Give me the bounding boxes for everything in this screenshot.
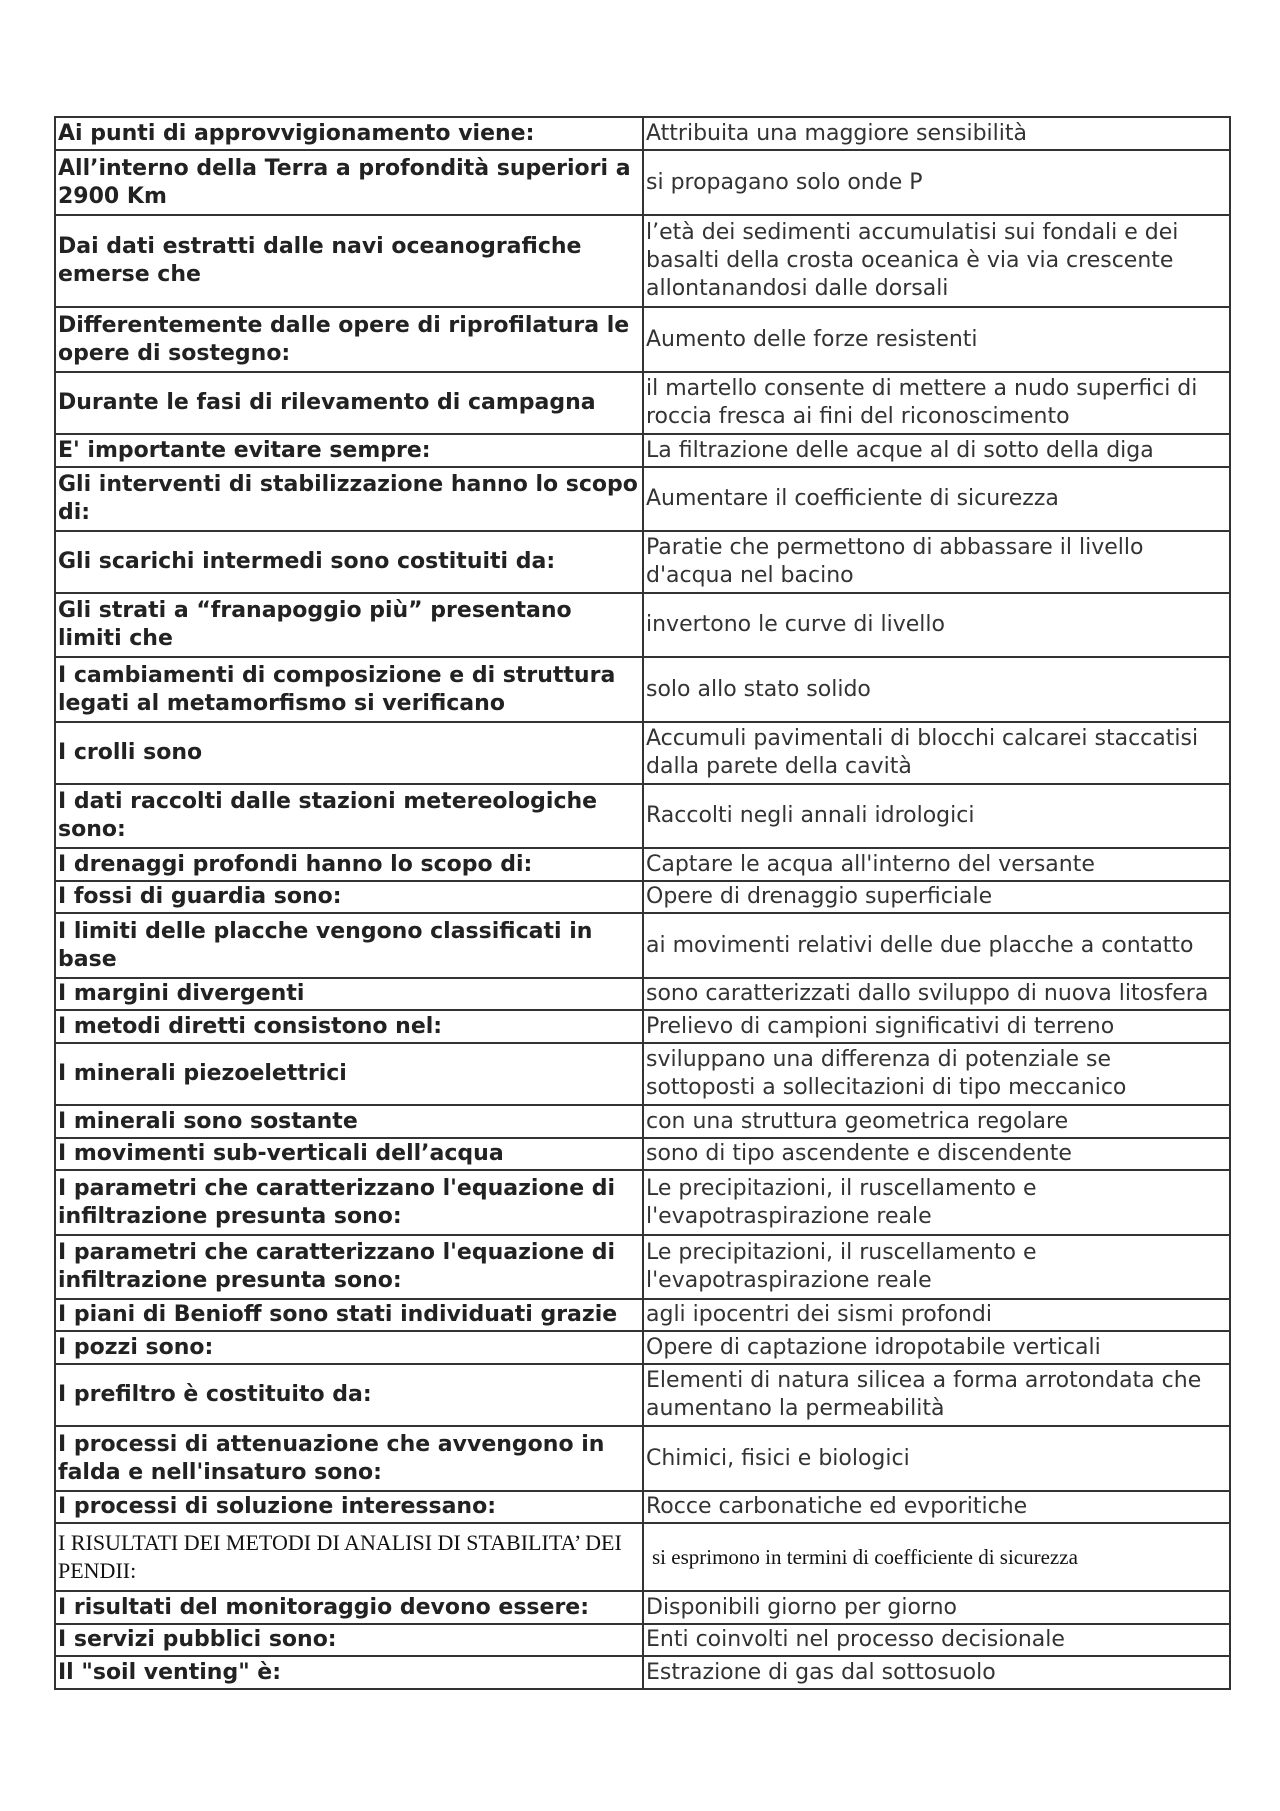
- answer-cell: sviluppano una differenza di potenziale se sottoposti a sollecitazioni di tipo meccanico: [643, 1043, 1230, 1105]
- table-row: [55, 1364, 1230, 1426]
- table-row: [55, 1170, 1230, 1235]
- question-cell: E' importante evitare sempre:: [55, 434, 643, 467]
- answer-cell: Raccolti negli annali idrologici: [643, 784, 1230, 848]
- question-cell: Gli strati a “franapoggio più” presentano limiti che: [55, 593, 643, 657]
- answer-cell: solo allo stato solido: [643, 657, 1230, 722]
- question-cell: I movimenti sub-verticali dell’acqua: [55, 1138, 643, 1170]
- question-cell: I parametri che caratterizzano l'equazione di infiltrazione presunta sono:: [55, 1170, 643, 1235]
- question-cell: I risultati del monitoraggio devono essere:: [55, 1591, 643, 1624]
- question-cell: All’interno della Terra a profondità superiori a 2900 Km: [55, 150, 643, 215]
- question-cell: I crolli sono: [55, 722, 643, 784]
- answer-cell: Aumento delle forze resistenti: [643, 307, 1230, 372]
- answer-cell: invertono le curve di livello: [643, 593, 1230, 657]
- question-cell: I RISULTATI DEI METODI DI ANALISI DI STABILITA’ DEI PENDII:: [55, 1523, 643, 1591]
- answer-cell: si propagano solo onde P: [643, 150, 1230, 215]
- question-cell: I drenaggi profondi hanno lo scopo di:: [55, 848, 643, 881]
- answer-cell: Chimici, fisici e biologici: [643, 1426, 1230, 1491]
- table-row: [55, 1010, 1230, 1043]
- table-row: [55, 117, 1230, 150]
- question-cell: I dati raccolti dalle stazioni metereologiche sono:: [55, 784, 643, 848]
- table-row: [55, 848, 1230, 881]
- question-cell: Gli interventi di stabilizzazione hanno lo scopo di:: [55, 467, 643, 531]
- table-row: [55, 1043, 1230, 1105]
- table-row: [55, 881, 1230, 913]
- question-cell: I parametri che caratterizzano l'equazione di infiltrazione presunta sono:: [55, 1235, 643, 1299]
- answer-cell: La filtrazione delle acque al di sotto della diga: [643, 434, 1230, 467]
- answer-cell: Captare le acqua all'interno del versante: [643, 848, 1230, 881]
- table-row: [55, 593, 1230, 657]
- table-row: [55, 1299, 1230, 1331]
- answer-cell: Prelievo di campioni significativi di terreno: [643, 1010, 1230, 1043]
- answer-cell: sono di tipo ascendente e discendente: [643, 1138, 1230, 1170]
- table-row: [55, 215, 1230, 307]
- question-cell: Differentemente dalle opere di riprofilatura le opere di sostegno:: [55, 307, 643, 372]
- table-row: [55, 1523, 1230, 1591]
- table-row: [55, 1138, 1230, 1170]
- answer-cell: Attribuita una maggiore sensibilità: [643, 117, 1230, 150]
- question-cell: I prefiltro è costituito da:: [55, 1364, 643, 1426]
- question-cell: I servizi pubblici sono:: [55, 1624, 643, 1656]
- table-row: [55, 150, 1230, 215]
- answer-cell: Opere di captazione idropotabile verticali: [643, 1331, 1230, 1364]
- answer-cell: si esprimono in termini di coefficiente di sicurezza: [643, 1523, 1230, 1591]
- question-cell: Gli scarichi intermedi sono costituiti da:: [55, 531, 643, 593]
- table-row: [55, 913, 1230, 978]
- table-row: [55, 978, 1230, 1010]
- answer-cell: Disponibili giorno per giorno: [643, 1591, 1230, 1624]
- answer-cell: Paratie che permettono di abbassare il livello d'acqua nel bacino: [643, 531, 1230, 593]
- table-row: [55, 1235, 1230, 1299]
- answer-cell: il martello consente di mettere a nudo superfici di roccia fresca ai fini del riconoscimento: [643, 372, 1230, 434]
- answer-cell: Estrazione di gas dal sottosuolo: [643, 1656, 1230, 1689]
- table-row: [55, 531, 1230, 593]
- table-row: [55, 1426, 1230, 1491]
- table-row: [55, 434, 1230, 467]
- question-cell: Il "soil venting" è:: [55, 1656, 643, 1689]
- question-cell: I processi di attenuazione che avvengono in falda e nell'insaturo sono:: [55, 1426, 643, 1491]
- question-cell: I piani di Benioff sono stati individuati grazie: [55, 1299, 643, 1331]
- answer-cell: Aumentare il coefficiente di sicurezza: [643, 467, 1230, 531]
- table-row: [55, 784, 1230, 848]
- table-row: [55, 1656, 1230, 1689]
- table-row: [55, 467, 1230, 531]
- answer-cell: sono caratterizzati dallo sviluppo di nuova litosfera: [643, 978, 1230, 1010]
- question-cell: I minerali piezoelettrici: [55, 1043, 643, 1105]
- table-row: [55, 372, 1230, 434]
- answer-cell: con una struttura geometrica regolare: [643, 1105, 1230, 1138]
- answer-cell: Enti coinvolti nel processo decisionale: [643, 1624, 1230, 1656]
- table-row: [55, 722, 1230, 784]
- question-cell: I pozzi sono:: [55, 1331, 643, 1364]
- answer-cell: Opere di drenaggio superficiale: [643, 881, 1230, 913]
- question-cell: I margini divergenti: [55, 978, 643, 1010]
- table-row: [55, 307, 1230, 372]
- question-cell: I minerali sono sostante: [55, 1105, 643, 1138]
- question-cell: Dai dati estratti dalle navi oceanografiche emerse che: [55, 215, 643, 307]
- question-cell: Ai punti di approvvigionamento viene:: [55, 117, 643, 150]
- question-cell: Durante le fasi di rilevamento di campagna: [55, 372, 643, 434]
- question-cell: I fossi di guardia sono:: [55, 881, 643, 913]
- answer-cell: ai movimenti relativi delle due placche a contatto: [643, 913, 1230, 978]
- qa-table: [54, 116, 1231, 1690]
- table-row: [55, 1491, 1230, 1523]
- table-row: [55, 1105, 1230, 1138]
- answer-cell: agli ipocentri dei sismi profondi: [643, 1299, 1230, 1331]
- question-cell: I processi di soluzione interessano:: [55, 1491, 643, 1523]
- answer-cell: Le precipitazioni, il ruscellamento e l'evapotraspirazione reale: [643, 1235, 1230, 1299]
- question-cell: I limiti delle placche vengono classificati in base: [55, 913, 643, 978]
- table-row: [55, 657, 1230, 722]
- table-row: [55, 1624, 1230, 1656]
- answer-cell: Accumuli pavimentali di blocchi calcarei staccatisi dalla parete della cavità: [643, 722, 1230, 784]
- table-row: [55, 1331, 1230, 1364]
- question-cell: I cambiamenti di composizione e di struttura legati al metamorfismo si verificano: [55, 657, 643, 722]
- answer-cell: Le precipitazioni, il ruscellamento e l'evapotraspirazione reale: [643, 1170, 1230, 1235]
- question-cell: I metodi diretti consistono nel:: [55, 1010, 643, 1043]
- answer-cell: Elementi di natura silicea a forma arrotondata che aumentano la permeabilità: [643, 1364, 1230, 1426]
- answer-cell: Rocce carbonatiche ed evporitiche: [643, 1491, 1230, 1523]
- answer-cell: l’età dei sedimenti accumulatisi sui fondali e dei basalti della crosta oceanica è via via crescente allontanandosi dalle dorsali: [643, 215, 1230, 307]
- table-row: [55, 1591, 1230, 1624]
